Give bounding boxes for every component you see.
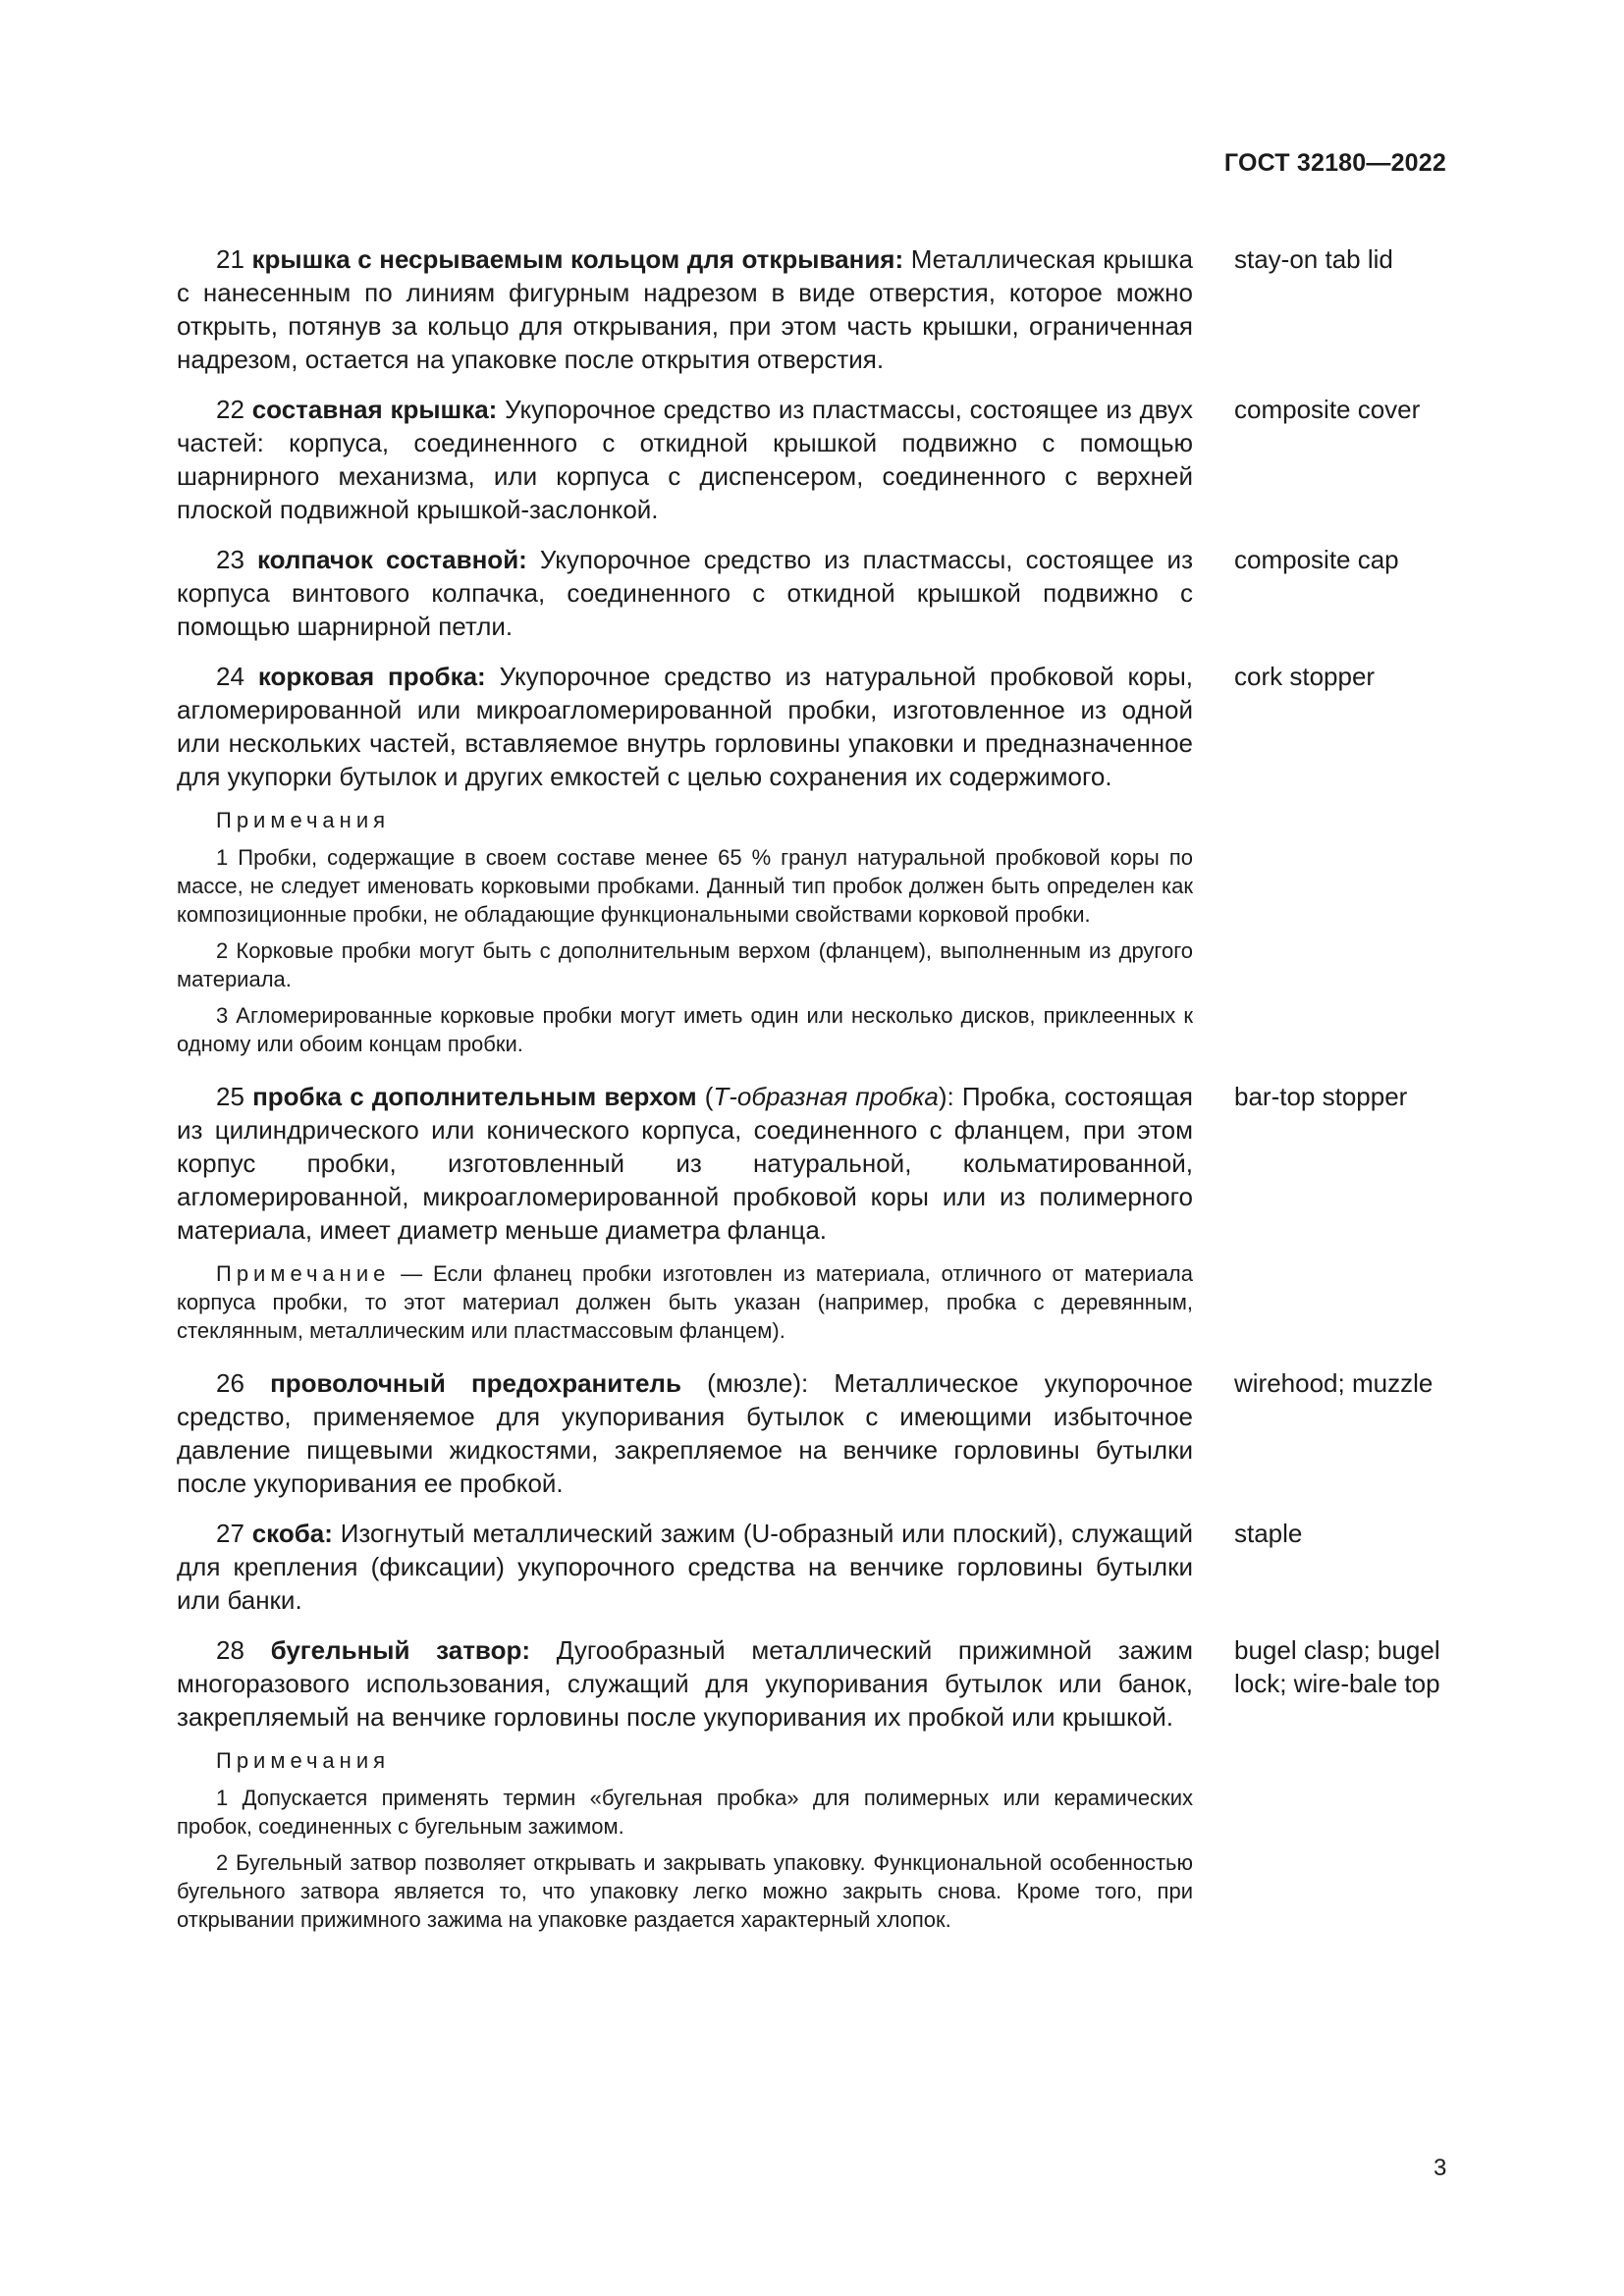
notes-heading: Примечания <box>216 808 391 832</box>
term-english: bar-top stopper <box>1234 1082 1408 1111</box>
term-definition: Укупорочное средство из пластмассы, состоящее из двух частей: корпуса, соединенного с откидной крышкой подвижно с помощью шарнирного механизма, или корпуса с диспенсером, соединенного с верхней плоской подвижной крышкой-заслонкой. <box>177 395 1193 524</box>
term-english: composite cap <box>1234 545 1399 574</box>
term-24 <box>177 660 1463 793</box>
term-number: 21 <box>216 244 244 274</box>
page-number: 3 <box>1434 2155 1447 2181</box>
term-definition: ): Пробка, состоящая из цилиндрического или конического корпуса, соединенного с фланцем, при этом корпус пробки, изготовленный из натуральной, кольматированной, агломерированной, микроагломерированной пробковой коры или из полимерного материала, имеет диаметр меньше диаметра фланца. <box>177 1082 1194 1245</box>
term-definition: Изогнутый металлический зажим (U-образный или плоский), служащий для крепления (фиксации) укупорочного средства на венчике горловины бутылки или банки. <box>177 1519 1194 1615</box>
note-item: 2 Бугельный затвор позволяет открывать и закрывать упаковку. Функциональной особенностью бугельного затвора является то, что упаковку легко можно закрыть снова. Кроме того, при открывании прижимного зажима на упаковке раздается характерный хлопок. <box>177 1850 1193 1932</box>
note-item: 2 Корковые пробки могут быть с дополнительным верхом (фланцем), выполненным из другого материала. <box>177 938 1193 991</box>
term-name: бугельный затвор: <box>270 1635 530 1665</box>
document-code: ГОСТ 32180—2022 <box>1223 149 1446 177</box>
term-23 <box>177 543 1463 643</box>
term-text <box>177 393 1193 526</box>
term-english: composite cover <box>1234 395 1421 424</box>
term-number: 27 <box>216 1519 244 1548</box>
term-english: bugel clasp; bugel lock; wire-bale top <box>1234 1635 1440 1698</box>
term-text <box>177 1080 1193 1247</box>
term-definition: Укупорочное средство из натуральной пробковой коры, агломерированной или микроагломерированной пробки, изготовленное из одной или нескольких частей, вставляемое внутрь горловины упаковки и предназначенное для укупорки бутылок и других емкостей с целью сохранения их содержимого. <box>177 662 1193 791</box>
term-name: проволочный предохранитель <box>270 1368 681 1398</box>
term-text <box>177 1633 1193 1734</box>
term-synonym: Т-образная пробка <box>713 1082 939 1111</box>
term-name: скоба: <box>251 1519 333 1548</box>
term-text <box>177 242 1193 376</box>
term-21 <box>177 242 1463 376</box>
note-item: 1 Пробки, содержащие в своем составе менее 65 % гранул натуральной пробковой коры по массе, не следует именовать корковыми пробками. Данный тип пробок должен быть определен как композиционные пробки, не обладающие функциональными свойствами корковой пробки. <box>177 845 1193 927</box>
term-number: 24 <box>216 662 244 691</box>
note-label: Примечание <box>216 1261 391 1286</box>
term-25 <box>177 1080 1463 1247</box>
term-name: колпачок составной: <box>256 545 527 574</box>
term-number: 22 <box>216 395 244 424</box>
term-number: 23 <box>216 545 244 574</box>
term-26 <box>177 1366 1463 1500</box>
term-definition: Дугообразный металлический прижимной зажим многоразового использования, служащий для укупоривания бутылок или банок, закрепляемый на венчике горловины после укупоривания их пробкой или крышкой. <box>177 1635 1193 1732</box>
term-number: 28 <box>216 1635 244 1665</box>
note-item: 1 Допускается применять термин «бугельная пробка» для полимерных или керамических пробок, соединенных с бугельным зажимом. <box>177 1786 1193 1839</box>
term-text <box>177 1517 1193 1617</box>
term-english: wirehood; muzzle <box>1234 1368 1434 1398</box>
term-name: крышка с несрываемым кольцом для открывания: <box>251 244 904 274</box>
note-item <box>177 1259 1193 1345</box>
notes-heading: Примечания <box>216 1748 391 1773</box>
note-text: — Если фланец пробки изготовлен из материала, отличного от материала корпуса пробки, то этот материал должен быть указан (например, пробка с деревянным, стеклянным, металлическим или пластмассовым фланцем). <box>177 1261 1193 1343</box>
term-name: пробка с дополнительным верхом <box>252 1082 697 1111</box>
term-english: cork stopper <box>1234 662 1376 691</box>
term-definition: Металлическая крышка с нанесенным по линиям фигурным надрезом в виде отверстия, которое можно открыть, потянув за кольцо для открывания, при этом часть крышки, ограниченная надрезом, остается на упаковке после открытия отверстия. <box>177 244 1193 374</box>
term-english: stay-on tab lid <box>1234 244 1393 274</box>
term-28 <box>177 1633 1463 1734</box>
term-name: корковая пробка: <box>257 662 486 691</box>
term-english: staple <box>1234 1519 1303 1548</box>
term-text <box>177 660 1193 793</box>
term-text <box>177 543 1193 643</box>
term-22 <box>177 393 1463 526</box>
notes-term-24 <box>177 806 1193 1058</box>
note-term-25 <box>177 1259 1193 1345</box>
term-27 <box>177 1517 1463 1617</box>
term-definition: Укупорочное средство из пластмассы, состоящее из корпуса винтового колпачка, соединенного с откидной крышкой подвижно с помощью шарнирной петли. <box>177 545 1193 641</box>
term-text <box>177 1366 1193 1500</box>
note-item: 3 Агломерированные корковые пробки могут иметь один или несколько дисков, приклеенных к одному или обоим концам пробки. <box>177 1003 1193 1056</box>
notes-term-28 <box>177 1746 1193 1934</box>
term-definition: (мюзле): Металлическое укупорочное средство, применяемое для укупоривания бутылок с имеющими избыточное давление пищевыми жидкостями, закрепляемое на венчике горловины бутылки после укупоривания ее пробкой. <box>177 1368 1193 1498</box>
term-number: 25 <box>216 1082 244 1111</box>
term-number: 26 <box>216 1368 244 1398</box>
term-alt-open: ( <box>696 1082 714 1111</box>
term-name: составная крышка: <box>251 395 498 424</box>
terms-list <box>177 242 1463 1955</box>
